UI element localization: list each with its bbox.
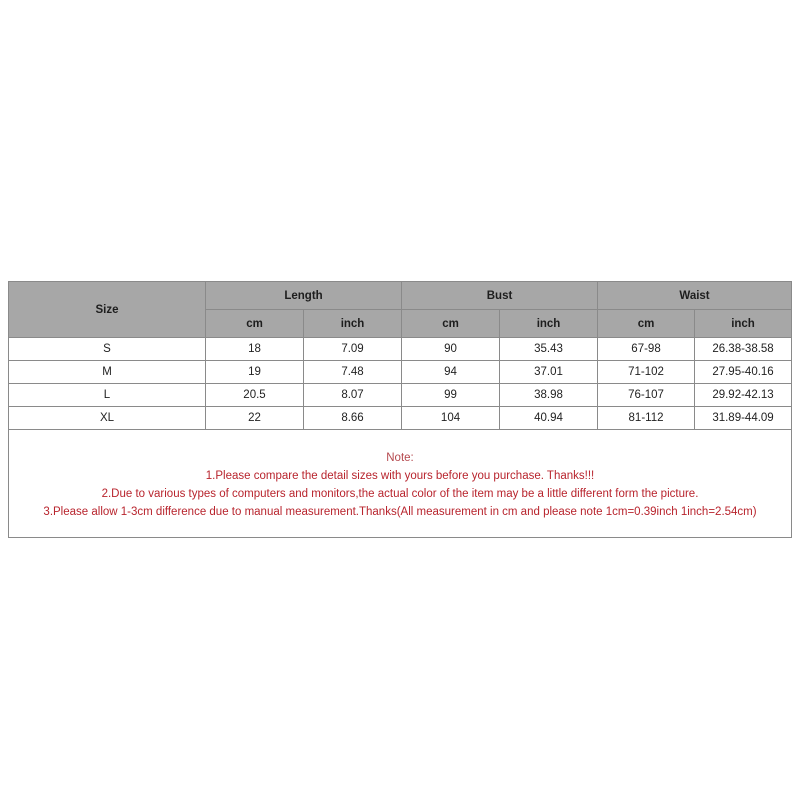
table-cell: 22 <box>206 407 304 430</box>
table-cell: L <box>9 384 206 407</box>
table-cell: 99 <box>402 384 500 407</box>
table-cell: 35.43 <box>500 338 598 361</box>
table-row <box>9 338 792 361</box>
table-cell: 31.89-44.09 <box>695 407 792 430</box>
length-cm-header: cm <box>206 310 304 338</box>
table-cell: 20.5 <box>206 384 304 407</box>
table-cell: 90 <box>402 338 500 361</box>
length-header: Length <box>206 282 402 310</box>
table-cell: 40.94 <box>500 407 598 430</box>
table-cell: XL <box>9 407 206 430</box>
waist-header: Waist <box>598 282 792 310</box>
table-row <box>9 407 792 430</box>
note-line-2: 2.Due to various types of computers and monitors,the actual color of the item may be a little different form the picture. <box>101 487 699 500</box>
table-row <box>9 384 792 407</box>
table-cell: 71-102 <box>598 361 695 384</box>
table-cell: 7.48 <box>304 361 402 384</box>
bust-header: Bust <box>402 282 598 310</box>
table-cell: 94 <box>402 361 500 384</box>
table-cell: 37.01 <box>500 361 598 384</box>
note-title: Note: <box>386 451 414 464</box>
table-cell: 8.66 <box>304 407 402 430</box>
table-cell: 26.38-38.58 <box>695 338 792 361</box>
table-cell: 7.09 <box>304 338 402 361</box>
table-cell: 19 <box>206 361 304 384</box>
waist-inch-header: inch <box>695 310 792 338</box>
waist-cm-header: cm <box>598 310 695 338</box>
table-cell: 104 <box>402 407 500 430</box>
size-chart-table <box>8 281 792 538</box>
size-header: Size <box>9 282 206 338</box>
table-row <box>9 361 792 384</box>
table-cell: 76-107 <box>598 384 695 407</box>
table-cell: 27.95-40.16 <box>695 361 792 384</box>
table-cell: 67-98 <box>598 338 695 361</box>
header-row-groups <box>9 282 792 310</box>
table-cell: 38.98 <box>500 384 598 407</box>
bust-inch-header: inch <box>500 310 598 338</box>
table-cell: S <box>9 338 206 361</box>
note-row <box>9 430 792 538</box>
bust-cm-header: cm <box>402 310 500 338</box>
table-cell: M <box>9 361 206 384</box>
table-cell: 29.92-42.13 <box>695 384 792 407</box>
note-line-1: 1.Please compare the detail sizes with yours before you purchase. Thanks!!! <box>205 469 595 482</box>
note-line-3: 3.Please allow 1-3cm difference due to manual measurement.Thanks(All measurement in cm and please note 1cm=0.39inch 1inch=2.54cm) <box>43 505 757 518</box>
table-cell: 8.07 <box>304 384 402 407</box>
table-cell: 81-112 <box>598 407 695 430</box>
length-inch-header: inch <box>304 310 402 338</box>
note-cell <box>9 430 792 538</box>
table-cell: 18 <box>206 338 304 361</box>
